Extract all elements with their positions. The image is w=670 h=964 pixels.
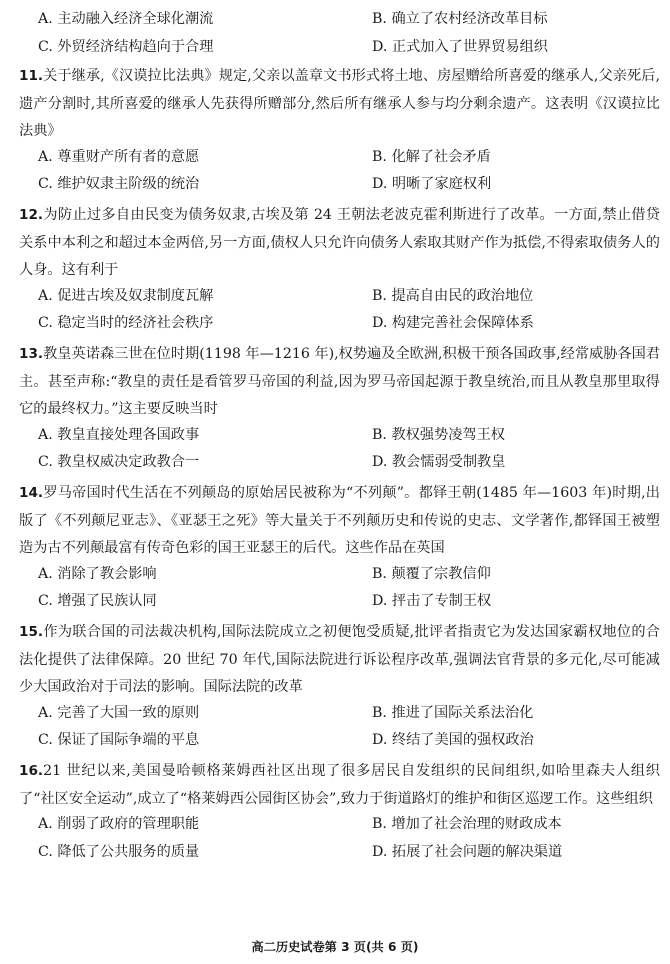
option-b: B. 化解了社会矛盾 xyxy=(372,148,491,165)
question-stem xyxy=(19,341,660,424)
question-15 xyxy=(0,619,670,757)
option-d: D. 拓展了社会问题的解决渠道 xyxy=(372,843,563,860)
question-text: 关于继承,《汉谟拉比法典》规定,父亲以盖章文书形式将土地、房屋赠给所喜爱的继承人,父亲死后,遗产分割时,其所喜爱的继承人先获得所赠部分,然后所有继承人参与均分剩余遗产。这表明《汉谟拉比法典》 xyxy=(19,68,660,139)
question-stem xyxy=(19,758,660,813)
question-number: 15. xyxy=(19,624,44,640)
option-d: D. 教会懦弱受制教皇 xyxy=(372,454,506,470)
question-14 xyxy=(0,480,670,618)
option-d: D. 抨击了专制王权 xyxy=(372,593,492,609)
option-b: B. 教权强势凌驾王权 xyxy=(372,426,505,443)
options-row xyxy=(0,8,670,36)
option-c: C. 外贸经济结构趋向于合理 xyxy=(38,38,214,55)
question-number: 12. xyxy=(19,207,44,223)
question-stem xyxy=(19,202,660,285)
option-a: A. 尊重财产所有者的意愿 xyxy=(38,148,200,165)
options-row xyxy=(0,813,670,841)
question-number: 13. xyxy=(19,346,44,362)
option-d: D. 正式加入了世界贸易组织 xyxy=(372,38,548,55)
options-row xyxy=(0,424,670,452)
question-number: 16. xyxy=(19,763,44,779)
question-stem xyxy=(19,619,660,702)
top-options xyxy=(0,8,670,63)
question-stem xyxy=(19,480,660,563)
option-d: D. 明晰了家庭权利 xyxy=(372,176,492,192)
question-number: 14. xyxy=(19,485,44,501)
options-row xyxy=(0,702,670,730)
option-b: B. 提高自由民的政治地位 xyxy=(372,287,534,304)
question-text: 为防止过多自由民变为债务奴隶,古埃及第 24 王朝法老波克霍利斯进行了改革。一方面,禁止借贷关系中本利之和超过本金两倍,另一方面,债权人只允许向债务人索取其财产作为抵偿,不得索取债务人的人身。这有利于 xyxy=(19,207,660,278)
question-text: 教皇英诺森三世在位时期(1198 年—1216 年),权势遍及全欧洲,积极干预各国政事,经常威胁各国君主。甚至声称:“教皇的责任是看管罗马帝国的利益,因为罗马帝国起源于教皇统治,而且从教皇那里取得它的最终权力。”这主要反映当时 xyxy=(19,346,660,417)
option-b: B. 推进了国际关系法治化 xyxy=(372,704,534,721)
question-16 xyxy=(0,758,670,868)
option-b: B. 颠覆了宗教信仰 xyxy=(372,565,491,582)
option-b: B. 增加了社会治理的财政成本 xyxy=(372,816,562,832)
option-c: C. 教皇权威决定政教合一 xyxy=(38,454,200,470)
option-c: C. 保证了国际争端的平息 xyxy=(38,732,200,748)
options-row xyxy=(0,36,670,64)
options-row xyxy=(0,729,670,757)
option-d: D. 终结了美国的强权政治 xyxy=(372,732,534,748)
question-text: 21 世纪以来,美国曼哈顿格莱姆西社区出现了很多居民自发组织的民间组织,如哈里森夫人组织了“社区安全运动”,成立了“格莱姆西公园街区协会”,致力于街道路灯的维护和街区巡逻工作。这些组织 xyxy=(19,763,660,807)
question-stem xyxy=(19,63,660,146)
options-row xyxy=(0,563,670,591)
option-d: D. 构建完善社会保障体系 xyxy=(372,315,534,331)
question-text: 罗马帝国时代生活在不列颠岛的原始居民被称为“不列颠”。都铎王朝(1485 年—1603 年)时期,出版了《不列颠尼亚志》、《亚瑟王之死》等大量关于不列颠历史和传说的史志、文学著作,都铎国王被塑造为古不列颠最富有传奇色彩的国王亚瑟王的后代。这些作品在英国 xyxy=(19,485,660,556)
option-a: A. 教皇直接处理各国政事 xyxy=(38,426,200,443)
options-row xyxy=(0,173,670,201)
question-12 xyxy=(0,202,670,340)
option-c: C. 增强了民族认同 xyxy=(38,593,157,609)
options-row xyxy=(0,146,670,174)
option-c: C. 维护奴隶主阶级的统治 xyxy=(38,176,200,192)
options-row xyxy=(0,285,670,313)
option-c: C. 稳定当时的经济社会秩序 xyxy=(38,315,214,331)
options-row xyxy=(0,841,670,869)
options-row xyxy=(0,451,670,479)
option-c: C. 降低了公共服务的质量 xyxy=(38,843,200,860)
option-a: A. 完善了大国一致的原则 xyxy=(38,704,200,721)
page-footer: 高二历史试卷第 3 页(共 6 页) xyxy=(251,940,419,954)
options-row xyxy=(0,312,670,340)
question-number: 11. xyxy=(19,68,44,84)
option-b: B. 确立了农村经济改革目标 xyxy=(372,11,548,27)
question-11 xyxy=(0,63,670,201)
options-row xyxy=(0,590,670,618)
question-text: 作为联合国的司法裁决机构,国际法院成立之初便饱受质疑,批评者指责它为发达国家霸权地位的合法化提供了法律保障。20 世纪 70 年代,国际法院进行诉讼程序改革,强调法官背景的多元化,尽可能减少大国政治对于司法的影响。国际法院的改革 xyxy=(19,624,660,695)
option-a: A. 消除了教会影响 xyxy=(38,565,157,582)
question-13 xyxy=(0,341,670,479)
option-a: A. 促进古埃及奴隶制度瓦解 xyxy=(38,287,214,304)
option-a: A. 主动融入经济全球化潮流 xyxy=(38,11,214,27)
option-a: A. 削弱了政府的管理职能 xyxy=(38,816,200,832)
